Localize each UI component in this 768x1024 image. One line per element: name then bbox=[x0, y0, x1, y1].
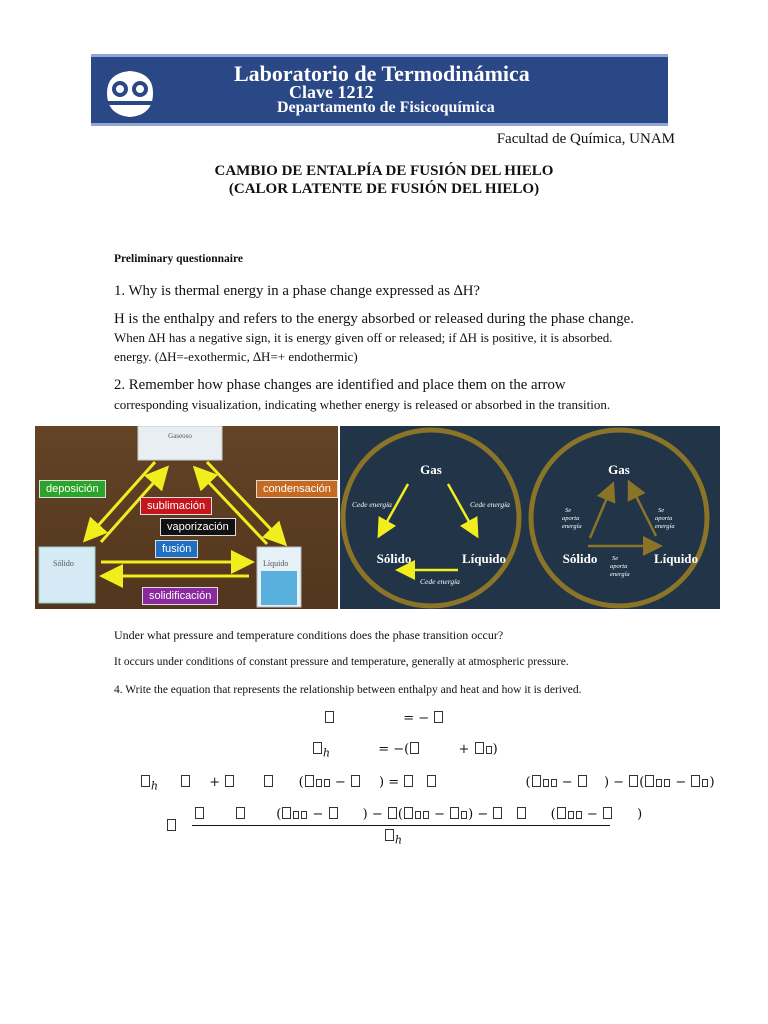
eq2-subscript: h bbox=[323, 746, 330, 760]
missing-glyph bbox=[316, 779, 322, 787]
ring2-absorb-bottom-2: aporta bbox=[610, 563, 628, 570]
questionnaire-heading: Preliminary questionnaire bbox=[114, 253, 243, 265]
solid-label: Sólido bbox=[53, 559, 74, 568]
missing-glyph bbox=[493, 807, 502, 819]
missing-glyph bbox=[264, 775, 273, 787]
eq3-end: ) bbox=[709, 775, 715, 790]
question-3: Under what pressure and temperature conditions does the phase transition occur? bbox=[114, 628, 504, 642]
lab-title: Laboratorio de Termodinámica bbox=[234, 61, 530, 86]
missing-glyph bbox=[603, 807, 612, 819]
eq3-paren3: ( bbox=[639, 775, 645, 790]
missing-glyph bbox=[664, 779, 670, 787]
eq3-paren: ( bbox=[298, 775, 304, 790]
missing-glyph bbox=[450, 807, 459, 819]
missing-glyph bbox=[351, 775, 360, 787]
equation-4-denominator bbox=[384, 829, 402, 847]
missing-glyph bbox=[167, 819, 176, 831]
missing-glyph bbox=[578, 775, 587, 787]
frac-den-subscript: h bbox=[395, 833, 402, 847]
question-2-line-1: 2. Remember how phase changes are identified and place them on the arrow bbox=[114, 377, 566, 393]
document-subtitle: (CALOR LATENTE DE FUSIÓN DEL HIELO) bbox=[228, 181, 540, 197]
ring1-liquid: Líquido bbox=[461, 551, 507, 566]
missing-glyph bbox=[691, 775, 700, 787]
equation-4-numerator: ( − ) − ( − ) − ( − ) bbox=[194, 807, 642, 822]
ring2-absorb-right-3: energía bbox=[655, 523, 675, 530]
energy-triangles bbox=[340, 426, 720, 609]
faculty-name: Facultad de Química, UNAM bbox=[496, 131, 675, 147]
ring2-absorb-left-2: aporta bbox=[562, 515, 580, 522]
ring2-absorb-bottom-3: energía bbox=[610, 571, 630, 578]
missing-glyph bbox=[434, 711, 443, 723]
missing-glyph bbox=[324, 779, 330, 787]
eq3-mid: − bbox=[334, 775, 346, 790]
eq2-close: ) bbox=[492, 742, 498, 757]
missing-glyph bbox=[236, 807, 245, 819]
missing-glyph bbox=[388, 807, 397, 819]
ring2-gas: Gas bbox=[608, 462, 630, 477]
missing-glyph bbox=[325, 711, 334, 723]
answer-3: It occurs under conditions of constant pressure and temperature, generally at atmospheric pressure. bbox=[114, 656, 569, 668]
course-code: Clave 1212 bbox=[289, 82, 374, 102]
eq2-plus: + bbox=[458, 742, 470, 757]
fraction-bar bbox=[192, 825, 610, 826]
missing-glyph bbox=[645, 775, 654, 787]
answer-1-line-3: energy. (∆H=-exothermic, ∆H=+ endothermic) bbox=[114, 349, 358, 364]
ring2-absorb-left-1: Se bbox=[565, 507, 572, 514]
ring2-absorb-right-1: Se bbox=[658, 507, 665, 514]
equation-4-lhs bbox=[166, 819, 177, 834]
question-1: 1. Why is thermal energy in a phase change expressed as ∆H? bbox=[114, 283, 480, 299]
missing-glyph bbox=[385, 829, 394, 841]
label-solidificacion: solidificación bbox=[142, 587, 218, 605]
missing-glyph bbox=[141, 775, 150, 787]
eq3-minus2: − bbox=[561, 775, 573, 790]
eq2-rest: = −( bbox=[378, 742, 410, 757]
missing-glyph bbox=[532, 775, 541, 787]
missing-glyph bbox=[656, 779, 662, 787]
missing-glyph bbox=[576, 811, 582, 819]
missing-glyph bbox=[486, 746, 492, 754]
missing-glyph bbox=[517, 807, 526, 819]
eq3-subscript: h bbox=[151, 779, 158, 793]
missing-glyph bbox=[195, 807, 204, 819]
missing-glyph bbox=[475, 742, 484, 754]
ring2-absorb-bottom-1: Se bbox=[612, 555, 619, 562]
eq1-minus: = − bbox=[403, 711, 430, 726]
missing-glyph bbox=[423, 811, 429, 819]
eq3-paren2: ( bbox=[525, 775, 531, 790]
eq3-eq: ) = bbox=[379, 775, 400, 790]
missing-glyph bbox=[404, 807, 413, 819]
ring1-release-left: Cede energía bbox=[352, 500, 392, 509]
eq3-close: ) − bbox=[603, 775, 625, 790]
label-vaporizacion: vaporización bbox=[160, 518, 236, 536]
answer-1-line-1: H is the enthalpy and refers to the energy absorbed or released during the phase change. bbox=[114, 311, 634, 327]
document-title: CAMBIO DE ENTALPÍA DE FUSIÓN DEL HIELO bbox=[214, 163, 554, 179]
missing-glyph bbox=[568, 811, 574, 819]
ring1-release-bottom: Cede energía bbox=[420, 577, 460, 586]
equation-1 bbox=[324, 711, 444, 726]
ring1-gas: Gas bbox=[420, 462, 442, 477]
label-deposicion: deposición bbox=[39, 480, 106, 498]
missing-glyph bbox=[543, 779, 549, 787]
missing-glyph bbox=[702, 779, 708, 787]
phase-change-diagram-left bbox=[35, 426, 338, 609]
phase-change-diagram-right bbox=[340, 426, 720, 609]
ring2-absorb-left-3: energía bbox=[562, 523, 582, 530]
unam-owl-logo bbox=[101, 63, 159, 121]
missing-glyph bbox=[404, 775, 413, 787]
lab-banner bbox=[91, 54, 668, 126]
label-fusion: fusión bbox=[155, 540, 198, 558]
missing-glyph bbox=[329, 807, 338, 819]
missing-glyph bbox=[301, 811, 307, 819]
ring2-liquid: Líquido bbox=[653, 551, 699, 566]
missing-glyph bbox=[557, 807, 566, 819]
ring1-release-right: Cede energía bbox=[470, 500, 510, 509]
department-name: Departamento de Fisicoquímica bbox=[277, 99, 495, 116]
missing-glyph bbox=[410, 742, 419, 754]
label-condensacion: condensación bbox=[256, 480, 338, 498]
missing-glyph bbox=[313, 742, 322, 754]
missing-glyph bbox=[293, 811, 299, 819]
eq3-plus: + bbox=[209, 775, 221, 790]
missing-glyph bbox=[427, 775, 436, 787]
equation-3 bbox=[140, 775, 715, 793]
missing-glyph bbox=[181, 775, 190, 787]
answer-1-line-2: When ∆H has a negative sign, it is energy given off or released; if ∆H is positive, it is absorbed. bbox=[114, 330, 613, 345]
ring2-solid: Sólido bbox=[562, 551, 598, 566]
missing-glyph bbox=[629, 775, 638, 787]
missing-glyph bbox=[461, 811, 467, 819]
liquid-label: Líquido bbox=[263, 559, 289, 568]
question-4: 4. Write the equation that represents the relationship between enthalpy and heat and how it is derived. bbox=[114, 684, 582, 696]
missing-glyph bbox=[415, 811, 421, 819]
label-sublimacion: sublimación bbox=[140, 497, 212, 515]
missing-glyph bbox=[282, 807, 291, 819]
gas-label: Gaseoso bbox=[168, 432, 192, 440]
equation-2 bbox=[312, 742, 498, 760]
missing-glyph bbox=[551, 779, 557, 787]
missing-glyph bbox=[225, 775, 234, 787]
eq3-minus3: − bbox=[675, 775, 687, 790]
ring2-absorb-right-2: aporta bbox=[655, 515, 673, 522]
missing-glyph bbox=[305, 775, 314, 787]
question-2-line-2: corresponding visualization, indicating whether energy is released or absorbed in the transition. bbox=[114, 397, 611, 412]
ring1-solid: Sólido bbox=[376, 551, 412, 566]
